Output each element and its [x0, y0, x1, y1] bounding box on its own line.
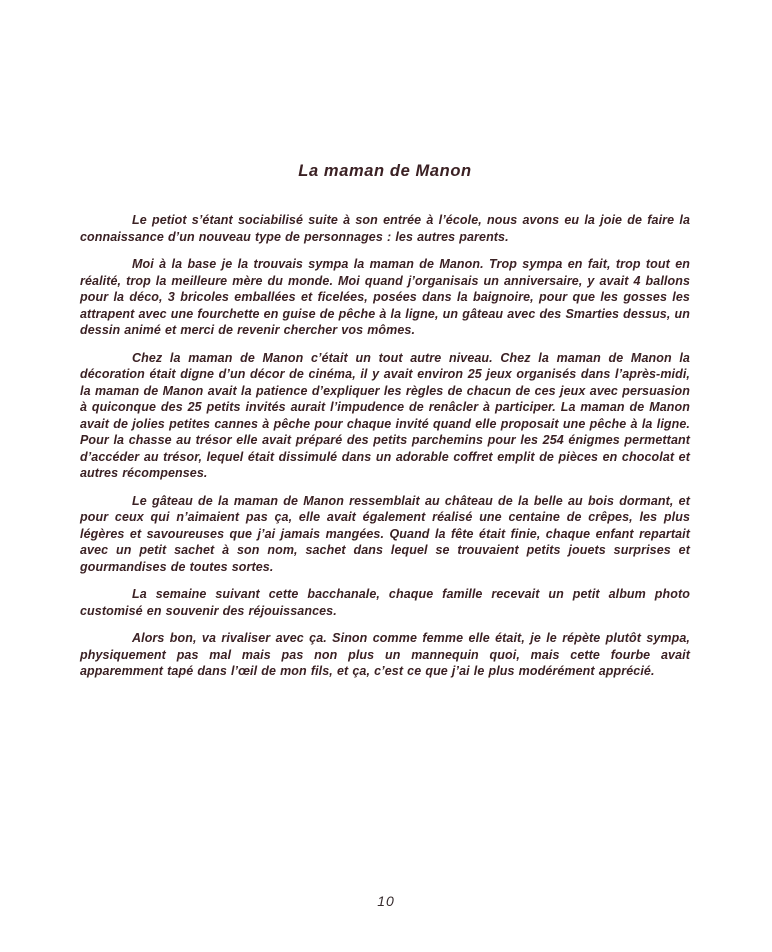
paragraph-1: Le petiot s’étant sociabilisé suite à son entrée à l’école, nous avons eu la joie de faire la connaissance d’un nouveau type de personnages : les autres parents. [80, 213, 690, 244]
paragraph-6: Alors bon, va rivaliser avec ça. Sinon comme femme elle était, je le répète plutôt sympa, physiquement pas mal mais pas non plus un mannequin quoi, mais cette fourbe avait apparemment tapé dans l’œil de mon fils, et ça, c’est ce que j’ai le plus modérément apprécié. [80, 631, 690, 678]
paragraph-5: La semaine suivant cette bacchanale, chaque famille recevait un petit album photo customisé en souvenir des réjouissances. [80, 587, 690, 618]
page-number: 10 [377, 893, 395, 909]
page-title: La maman de Manon [298, 162, 472, 180]
paragraph-3: Chez la maman de Manon c’était un tout autre niveau. Chez la maman de Manon la décoration était digne d’un décor de cinéma, il y avait environ 25 jeux organisés dans l’après-midi, la maman de Manon avait la patience d’expliquer les règles de chacun de ces jeux avec persuasion à quiconque des 25 petits invités aurait l’impudence de renâcler à participer. La maman de Manon avait de jolies petites cannes à pêche pour chaque invité quand elle proposait une pêche à la ligne. Pour la chasse au trésor elle avait préparé des petits parchemins pour les 254 énigmes permettant d’accéder au trésor, lequel était dissimulé dans un adorable coffret emplit de pièces en chocolat et autres récompenses. [80, 350, 690, 480]
paragraph-4: Le gâteau de la maman de Manon ressemblait au château de la belle au bois dormant, et pour ceux qui n’aimaient pas ça, elle avait également réalisé une centaine de crêpes, les plus légères et savoureuses que j’ai jamais mangées. Quand la fête était finie, chaque enfant repartait avec un petit sachet à son nom, sachet dans lequel se trouvaient petits jouets surprises et gourmandises de toutes sortes. [80, 493, 690, 574]
paragraph-2: Moi à la base je la trouvais sympa la maman de Manon. Trop sympa en fait, trop tout en réalité, trop la meilleure mère du monde. Moi quand j’organisais un anniversaire, y avait 4 ballons pour la déco, 3 bricoles emballées et ficelées, posées dans la baignoire, pour que les gosses les attrapent avec une fourchette en guise de pêche à la ligne, un gâteau avec des Smarties dessus, un dessin animé et merci de revenir chercher vos mômes. [80, 257, 690, 337]
